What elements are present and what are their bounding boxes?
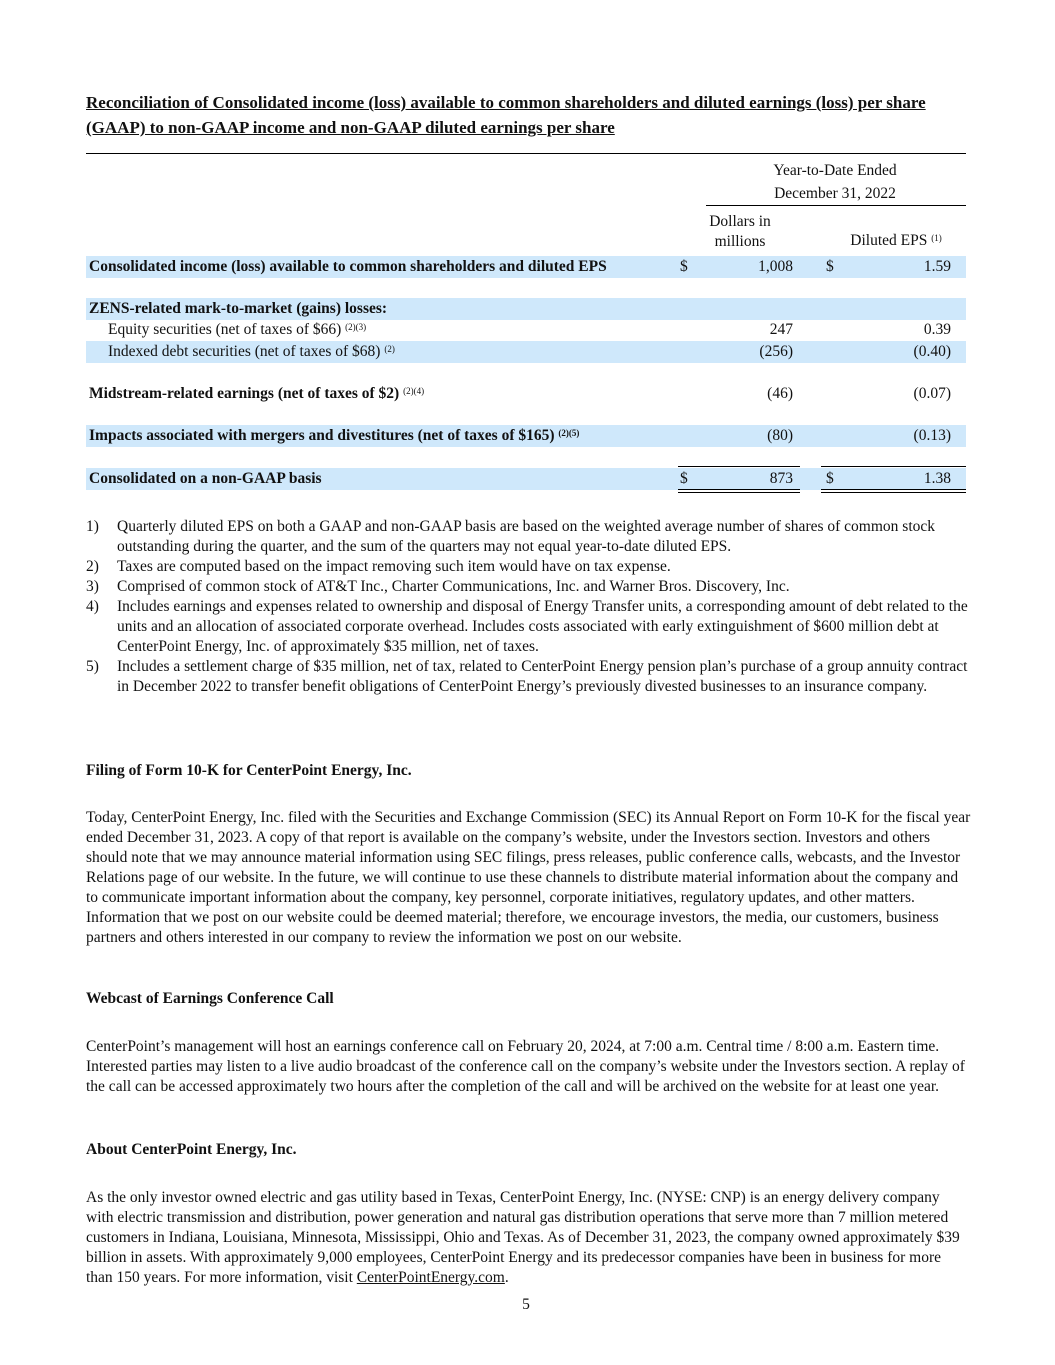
row-dollars: 873 bbox=[769, 470, 793, 487]
webcast-paragraph: CenterPoint’s management will host an earnings conference call on February 20, 2024, at 7:00 a.m. Central time / 8:00 a.m. Eastern time. Interested parties may listen to a live audio broadcast of the conference call on the company’s website under the Investors section. A replay of the call can be accessed approximately two hours after the completion of the call and will be archived on the website for at least one year. bbox=[86, 1038, 965, 1095]
row-eps: 1.38 bbox=[923, 470, 951, 487]
footnote-item bbox=[86, 557, 971, 577]
row-note: (2)(5) bbox=[558, 428, 580, 438]
footnote-number: 5) bbox=[86, 658, 99, 675]
row-note: (2)(4) bbox=[403, 386, 425, 396]
footnote-text: Quarterly diluted EPS on both a GAAP and non-GAAP basis are based on the weighted average number of shares of common stock outstanding during the quarter, and the sum of the quarters may not equal year-to-date diluted EPS. bbox=[117, 518, 936, 555]
period-header-line1: Year-to-Date Ended bbox=[773, 162, 897, 179]
row-label bbox=[108, 341, 395, 363]
dollar-sign: $ bbox=[680, 470, 688, 487]
footnote-item bbox=[86, 597, 971, 657]
table-row bbox=[86, 298, 966, 320]
row-label: Consolidated income (loss) available to common shareholders and diluted EPS bbox=[89, 258, 607, 275]
total-double-rule bbox=[821, 489, 966, 493]
row-note: (2) bbox=[384, 344, 395, 354]
footnotes bbox=[86, 517, 971, 697]
about-end: . bbox=[504, 1269, 509, 1286]
footnote-text: Taxes are computed based on the impact removing such item would have on tax expense. bbox=[117, 558, 671, 575]
row-dollars: (80) bbox=[767, 427, 793, 444]
total-top-rule bbox=[678, 466, 800, 467]
about-heading: About CenterPoint Energy, Inc. bbox=[86, 1141, 297, 1158]
dollars-header-line2: millions bbox=[714, 233, 766, 250]
row-label-text: Midstream-related earnings (net of taxes of $2) bbox=[89, 385, 400, 402]
table-row bbox=[86, 256, 966, 278]
reconciliation-title: Reconciliation of Consolidated income (loss) available to common shareholders and diluted earnings (loss) per share (GAAP) to non-GAAP income and non-GAAP diluted earnings per share bbox=[86, 93, 926, 137]
row-eps: (0.13) bbox=[913, 427, 951, 444]
total-double-rule bbox=[678, 489, 800, 493]
footnote-number: 2) bbox=[86, 558, 99, 575]
row-eps: (0.40) bbox=[913, 343, 951, 360]
footnote-number: 4) bbox=[86, 598, 99, 615]
row-eps: (0.07) bbox=[913, 385, 951, 402]
row-label-text: Indexed debt securities (net of taxes of $68) bbox=[108, 343, 381, 360]
about-paragraph bbox=[86, 1188, 971, 1288]
table-row-total bbox=[86, 468, 966, 490]
footnote-number: 1) bbox=[86, 518, 99, 535]
period-header-line2: December 31, 2022 bbox=[774, 185, 896, 202]
footnote-number: 3) bbox=[86, 578, 99, 595]
dollars-column-header bbox=[686, 212, 794, 252]
row-label bbox=[89, 425, 579, 447]
row-dollars: (256) bbox=[759, 343, 793, 360]
table-row bbox=[86, 319, 966, 341]
about-text: As the only investor owned electric and gas utility based in Texas, CenterPoint Energy, Inc. (NYSE: CNP) is an energy delivery company with electric transmission and distribution, power generation and natural gas distribution operations that serve more than 7 million metered customers in Indiana, Louisiana, Minnesota, Mississippi, Ohio and Texas. As of December 31, 2023, the company owned approximately $39 billion in assets. With approximately 9,000 employees, CenterPoint Energy and its predecessor companies have been in business for more than 150 years. For more information, visit bbox=[86, 1189, 960, 1286]
footnote-text: Includes a settlement charge of $35 million, net of tax, related to CenterPoint Energy pension plan’s purchase of a group annuity contract in December 2022 to transfer benefit obligations of CenterPoint Energy’s previously divested businesses to an insurance company. bbox=[117, 658, 968, 695]
footnote-item bbox=[86, 577, 971, 597]
table-row bbox=[86, 383, 966, 405]
dollar-sign: $ bbox=[826, 470, 834, 487]
webcast-heading: Webcast of Earnings Conference Call bbox=[86, 990, 334, 1007]
filing-heading: Filing of Form 10-K for CenterPoint Energy, Inc. bbox=[86, 762, 412, 779]
row-eps: 0.39 bbox=[923, 321, 951, 338]
table-row bbox=[86, 425, 966, 447]
dollars-header-line1: Dollars in bbox=[709, 213, 771, 230]
website-link[interactable]: CenterPointEnergy.com bbox=[356, 1269, 505, 1286]
row-eps: 1.59 bbox=[923, 258, 951, 275]
row-dollars: (46) bbox=[767, 385, 793, 402]
eps-header-label: Diluted EPS bbox=[850, 232, 928, 249]
row-label-text: Impacts associated with mergers and divestitures (net of taxes of $165) bbox=[89, 427, 555, 444]
footnote-item bbox=[86, 517, 971, 557]
footnote-item bbox=[86, 657, 971, 697]
dollar-sign: $ bbox=[826, 258, 834, 275]
row-label: Consolidated on a non-GAAP basis bbox=[89, 470, 322, 487]
table-row bbox=[86, 341, 966, 363]
footnote-text: Includes earnings and expenses related to ownership and disposal of Energy Transfer units, a corresponding amount of debt related to the units and an allocation of associated corporate overhead. Includes costs associated with early extinguishment of $600 million debt at CenterPoint Energy, Inc. of approximately $35 million, net of taxes. bbox=[117, 598, 968, 655]
eps-column-header bbox=[826, 231, 966, 251]
page-number: 5 bbox=[522, 1296, 530, 1313]
dollar-sign: $ bbox=[680, 258, 688, 275]
eps-header-note: (1) bbox=[931, 233, 942, 243]
row-label bbox=[89, 383, 424, 405]
row-label bbox=[108, 319, 366, 341]
title-rule bbox=[86, 153, 966, 154]
footnote-text: Comprised of common stock of AT&T Inc., Charter Communications, Inc. and Warner Bros. Discovery, Inc. bbox=[117, 578, 790, 595]
period-header-rule bbox=[706, 205, 966, 206]
row-note: (2)(3) bbox=[345, 322, 367, 332]
filing-paragraph: Today, CenterPoint Energy, Inc. filed with the Securities and Exchange Commission (SEC) its Annual Report on Form 10-K for the fiscal year ended December 31, 2023. A copy of that report is available on the company’s website, under the Investors section. Investors and others should note that we may announce material information using SEC filings, press releases, public conference calls, webcasts, and the Investor Relations page of our website. In the future, we will continue to use these channels to distribute material information about the company and to communicate important information about the company, key personnel, corporate initiatives, regulatory updates, and other matters. Information that we post on our website could be deemed material; therefore, we encourage investors, the media, our customers, business partners and others interested in our company to review the information we post on our website. bbox=[86, 809, 971, 946]
row-dollars: 247 bbox=[769, 321, 793, 338]
row-label-text: Equity securities (net of taxes of $66) bbox=[108, 321, 342, 338]
row-label: ZENS-related mark-to-market (gains) losses: bbox=[89, 300, 388, 317]
row-dollars: 1,008 bbox=[758, 258, 793, 275]
total-top-rule bbox=[821, 466, 966, 467]
